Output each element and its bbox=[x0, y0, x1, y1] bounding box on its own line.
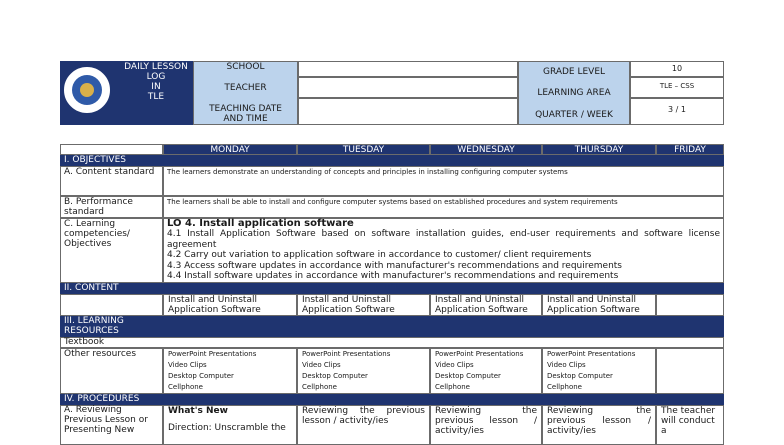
lo-item: 4.4 Install software updates in accordance with manufacturer's recommendations and requirements bbox=[167, 271, 619, 281]
teacher-value-field[interactable] bbox=[298, 77, 518, 98]
other-resources-label: Other resources bbox=[64, 349, 137, 359]
lo-item: 4.2 Carry out variation to application software in accordance to customer/ client requirements bbox=[167, 250, 592, 260]
resources-tuesday: PowerPoint Presentations Video Clips Desktop Computer Cellphone bbox=[297, 348, 430, 394]
teaching-date-value-field[interactable] bbox=[298, 98, 518, 125]
section-content: II. CONTENT bbox=[60, 283, 724, 294]
resources-thursday: PowerPoint Presentations Video Clips Desktop Computer Cellphone bbox=[542, 348, 656, 394]
quarter-week-value: 3 / 1 bbox=[668, 105, 686, 114]
procedure-monday: What's New Direction: Unscramble the bbox=[163, 405, 297, 445]
dll-title: DAILY LESSON LOG IN TLE bbox=[124, 62, 188, 102]
lo-item: 4.1 Install Application Software based on software installation guides, end-user requirements and software license agreement bbox=[167, 229, 720, 250]
learning-area-label: LEARNING AREA bbox=[537, 88, 611, 98]
resources-friday bbox=[656, 348, 724, 394]
textbook-row bbox=[60, 337, 724, 348]
grade-level-label: GRADE LEVEL bbox=[542, 67, 606, 77]
textbook-label: Textbook bbox=[64, 337, 105, 347]
quarter-week-label: QUARTER / WEEK bbox=[535, 110, 613, 120]
procedure-friday: The teacher will conduct a bbox=[656, 405, 724, 445]
lo-item: 4.3 Access software updates in accordance with manufacturer's recommendations and requirements bbox=[167, 260, 622, 271]
school-value-field[interactable] bbox=[298, 61, 518, 77]
section-learning-resources: III. LEARNING RESOURCES bbox=[60, 316, 724, 337]
content-monday: Install and Uninstall Application Software bbox=[163, 294, 297, 316]
competencies-label: C. Learning competencies/ Objectives bbox=[64, 219, 130, 249]
teaching-date-label: TEACHING DATE AND TIME bbox=[209, 104, 282, 124]
learning-area-value: TLE – CSS bbox=[659, 82, 695, 90]
reviewing-label: A. Reviewing Previous Lesson or Presenting New bbox=[64, 405, 148, 435]
teacher-label: TEACHER bbox=[224, 83, 267, 93]
content-standard-label: A. Content standard bbox=[64, 167, 155, 177]
resources-wednesday: PowerPoint Presentations Video Clips Desktop Computer Cellphone bbox=[430, 348, 542, 394]
day-header-monday: MONDAY bbox=[163, 144, 297, 155]
content-thursday: Install and Uninstall Application Software bbox=[542, 294, 656, 316]
day-header-blank bbox=[60, 144, 163, 155]
deped-seal-icon bbox=[62, 65, 112, 115]
content-label-cell bbox=[60, 294, 163, 316]
grade-level-value: 10 bbox=[671, 64, 683, 73]
day-header-wednesday: WEDNESDAY bbox=[430, 144, 542, 155]
lo-title: LO 4. Install application software bbox=[167, 218, 354, 229]
procedure-wednesday: Reviewing the previous lesson / activity/ies bbox=[430, 405, 542, 445]
content-friday bbox=[656, 294, 724, 316]
content-wednesday: Install and Uninstall Application Software bbox=[430, 294, 542, 316]
section-procedures: IV. PROCEDURES bbox=[60, 394, 724, 405]
day-header-thursday: THURSDAY bbox=[542, 144, 656, 155]
performance-text: The learners shall be able to install and configure computer systems based on established procedures and system requirements bbox=[167, 198, 618, 206]
content-standard-text: The learners demonstrate an understanding of concepts and principles in installing configuring computer systems bbox=[167, 168, 568, 176]
day-header-friday: FRIDAY bbox=[656, 144, 724, 155]
section-objectives: I. OBJECTIVES bbox=[60, 155, 724, 166]
content-tuesday: Install and Uninstall Application Software bbox=[297, 294, 430, 316]
performance-label: B. Performance standard bbox=[64, 197, 133, 217]
procedure-tuesday: Reviewing the previous lesson / activity/ies bbox=[297, 405, 430, 445]
day-header-tuesday: TUESDAY bbox=[297, 144, 430, 155]
competencies-content bbox=[167, 218, 720, 282]
procedure-thursday: Reviewing the previous lesson / activity/ies bbox=[542, 405, 656, 445]
resources-monday: PowerPoint Presentations Video Clips Desktop Computer Cellphone bbox=[163, 348, 297, 394]
school-label: SCHOOL bbox=[226, 62, 265, 72]
